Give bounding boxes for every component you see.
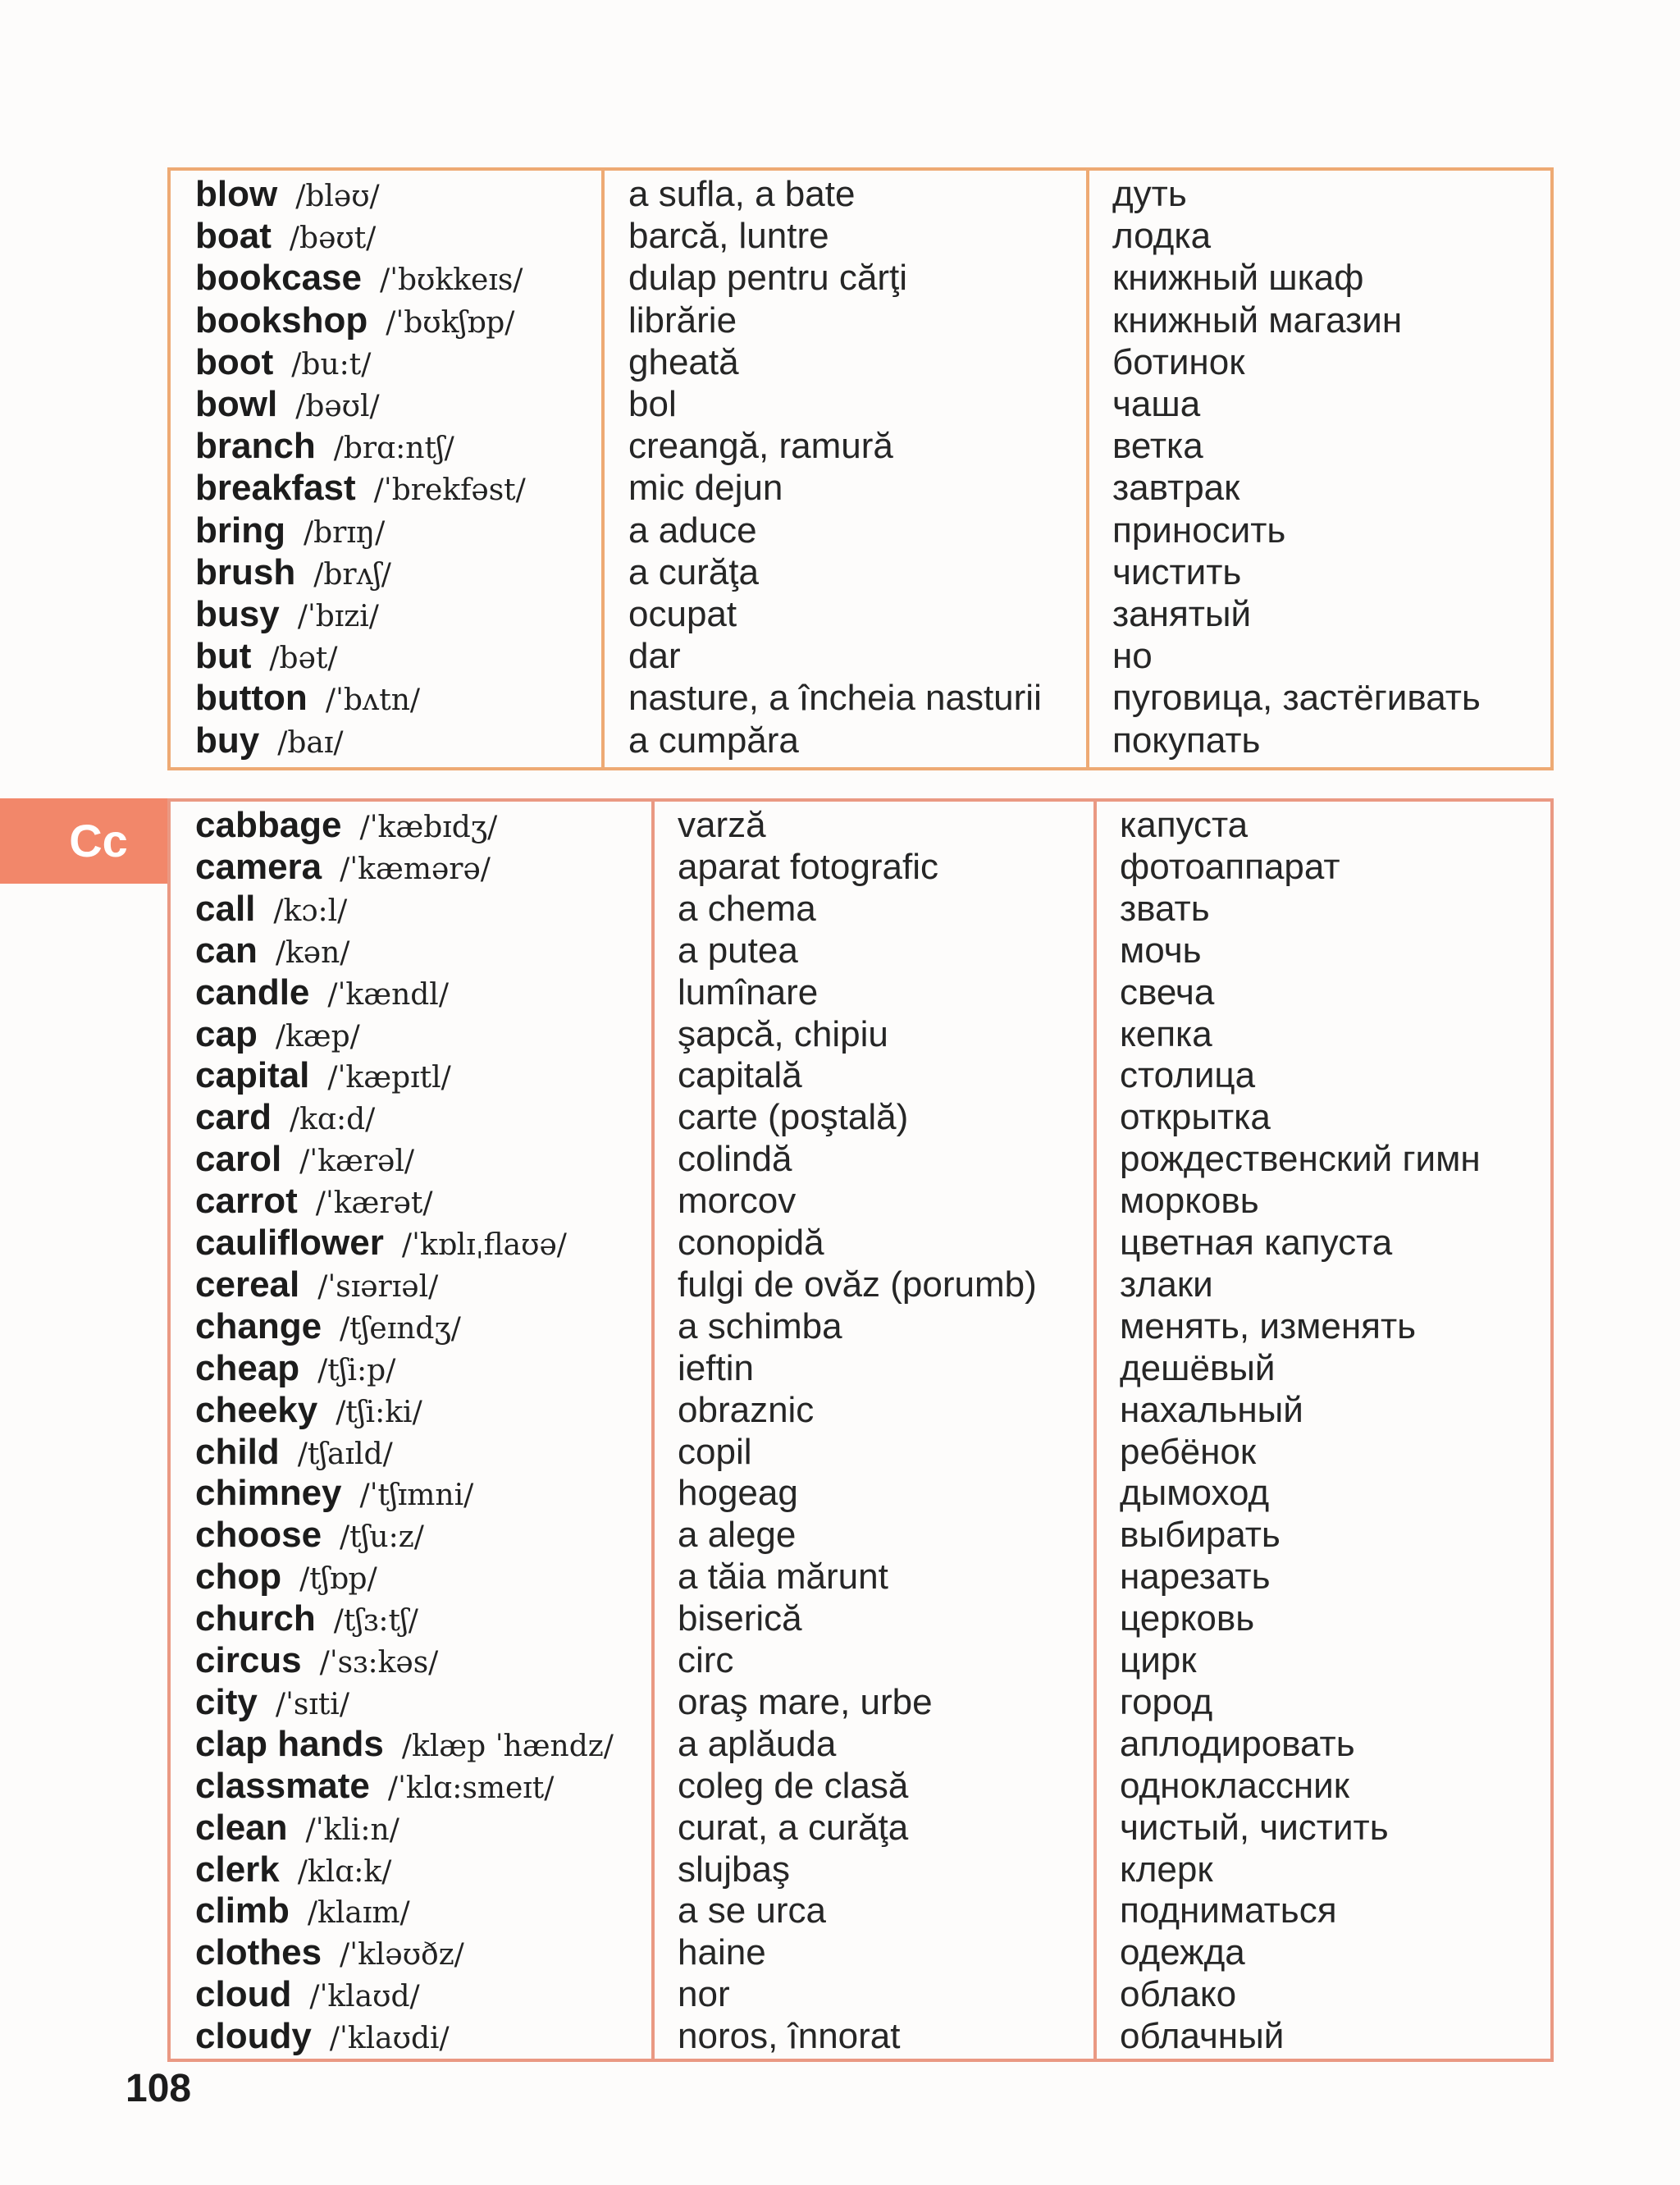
romanian-translation: nor (678, 1974, 730, 2015)
romanian-translation: slujbaş (678, 1849, 790, 1890)
vocab-entry (195, 930, 648, 971)
transcription: /ˈkli:n/ (305, 1812, 399, 1847)
russian-translation: книжный шкаф (1112, 258, 1364, 299)
russian-translation: злаки (1120, 1264, 1213, 1305)
english-word: bookcase (195, 258, 362, 299)
russian-translation: книжный магазин (1112, 299, 1403, 341)
russian-translation: чистить (1112, 551, 1242, 592)
transcription: /brʌʃ/ (313, 557, 391, 592)
vocab-entry (195, 299, 597, 341)
english-word: blow (195, 174, 278, 214)
romanian-translation: a sufla, a bate (628, 174, 856, 214)
russian-translation: нахальный (1120, 1389, 1303, 1430)
transcription: /tʃɒp/ (299, 1562, 377, 1597)
vocab-entry (195, 215, 597, 257)
vocab-entry (195, 1973, 648, 2015)
romanian-translation: librărie (628, 299, 737, 341)
vocab-entry (195, 1723, 648, 1765)
english-word: button (195, 678, 308, 719)
transcription: /tʃu:z/ (340, 1520, 424, 1555)
russian-translation: чаша (1112, 384, 1201, 424)
transcription: /ˈklaʊd/ (309, 1980, 420, 2014)
transcription: /kæp/ (275, 1019, 360, 1054)
romanian-translation: morcov (678, 1181, 797, 1222)
russian-translation: фотоаппарат (1120, 846, 1340, 887)
russian-translation: приносить (1112, 510, 1286, 551)
english-word: boat (195, 216, 272, 257)
english-word: camera (195, 846, 322, 887)
english-word: classmate (195, 1765, 370, 1806)
vocab-entry (195, 1305, 648, 1347)
vocab-entry (195, 1180, 648, 1222)
english-word: circus (195, 1640, 302, 1680)
transcription: /ˈsɪti/ (275, 1687, 349, 1721)
romanian-translation: a cumpăra (628, 720, 799, 761)
vocab-entry (195, 1639, 648, 1681)
romanian-column (628, 171, 1080, 767)
english-word: buy (195, 720, 260, 761)
romanian-translation: şapcă, chipiu (678, 1013, 888, 1054)
russian-translation: дымоход (1120, 1473, 1270, 1514)
romanian-translation: a curăţa (628, 551, 759, 592)
russian-translation: кепка (1120, 1013, 1212, 1054)
vocabulary-table-b (167, 167, 1554, 770)
russian-translation: цирк (1120, 1640, 1197, 1680)
russian-translation: церковь (1120, 1598, 1255, 1639)
english-word: choose (195, 1515, 322, 1556)
transcription: /ˈkləʊðz/ (340, 1938, 464, 1972)
romanian-translation: a schimba (678, 1305, 842, 1346)
transcription: /kɑ:d/ (289, 1103, 376, 1137)
transcription: /tʃaɪld/ (297, 1437, 393, 1471)
transcription: /tʃɜ:tʃ/ (333, 1604, 418, 1639)
russian-translation: свеча (1120, 971, 1215, 1013)
english-word: clean (195, 1807, 288, 1848)
vocabulary-table-c (167, 798, 1554, 2062)
vocab-entry (195, 1849, 648, 1890)
russian-translation: ребёнок (1120, 1431, 1257, 1472)
russian-translation: ветка (1112, 426, 1203, 467)
russian-translation: облако (1120, 1974, 1237, 2015)
romanian-translation: a putea (678, 930, 798, 971)
transcription: /bləʊ/ (295, 180, 380, 213)
romanian-translation: curat, a curăţa (678, 1807, 909, 1848)
vocab-entry (195, 1556, 648, 1598)
vocab-entry (195, 1598, 648, 1639)
romanian-translation: barcă, luntre (628, 216, 829, 257)
english-word: carol (195, 1139, 282, 1180)
english-word: branch (195, 426, 316, 467)
english-word: cheap (195, 1347, 300, 1388)
english-word: boot (195, 341, 274, 382)
column-divider (1086, 171, 1089, 767)
vocab-entry (195, 971, 648, 1013)
english-word: cauliflower (195, 1223, 384, 1263)
russian-translation: звать (1120, 888, 1210, 929)
english-word: church (195, 1598, 316, 1639)
vocab-entry (195, 720, 597, 761)
russian-translation: нарезать (1120, 1556, 1271, 1598)
english-word: cloud (195, 1974, 292, 2015)
transcription: /ˈklaʊdi/ (329, 2022, 450, 2056)
romanian-translation: colindă (678, 1139, 792, 1180)
english-word: bookshop (195, 299, 368, 341)
romanian-translation: a tăia mărunt (678, 1556, 888, 1598)
vocab-entry (195, 1222, 648, 1264)
transcription: /tʃi:p/ (317, 1353, 396, 1387)
vocab-entry (195, 888, 648, 930)
romanian-translation: creangă, ramură (628, 426, 893, 467)
english-word: bring (195, 510, 285, 551)
russian-translation: менять, изменять (1120, 1305, 1417, 1346)
english-word: child (195, 1431, 280, 1472)
english-column (195, 171, 597, 767)
vocab-entry (195, 341, 597, 383)
vocab-entry (195, 635, 597, 677)
romanian-translation: circ (678, 1640, 734, 1680)
russian-translation: одежда (1120, 1932, 1245, 1973)
russian-translation: лодка (1112, 216, 1212, 257)
transcription: /ˈkæbɪdʒ/ (359, 811, 498, 844)
vocab-entry (195, 467, 597, 509)
english-word: climb (195, 1890, 290, 1931)
transcription: /ˈbɪzi/ (297, 600, 379, 633)
english-word: clerk (195, 1849, 280, 1890)
vocab-entry (195, 1096, 648, 1138)
vocab-entry (195, 1054, 648, 1096)
romanian-translation: bol (628, 384, 677, 424)
english-word: cap (195, 1013, 258, 1054)
russian-translation: пуговица, застёгивать (1112, 678, 1481, 719)
english-word: chimney (195, 1473, 342, 1514)
vocab-entry (195, 510, 597, 551)
romanian-translation: coleg de clasă (678, 1765, 909, 1806)
vocab-entry (195, 1765, 648, 1807)
transcription: /kən/ (275, 935, 350, 970)
russian-translation: цветная капуста (1120, 1223, 1393, 1263)
english-column (195, 802, 648, 2059)
romanian-translation: a aplăuda (678, 1723, 837, 1764)
vocab-entry (195, 804, 648, 846)
english-word: busy (195, 594, 280, 634)
vocab-entry (195, 173, 597, 215)
russian-translation: клерк (1120, 1849, 1213, 1890)
romanian-translation: fulgi de ovăz (porumb) (678, 1264, 1037, 1305)
transcription: /bət/ (269, 642, 338, 676)
russian-column (1112, 171, 1547, 767)
russian-translation: завтрак (1112, 468, 1240, 509)
transcription: /ˈtʃɪmni/ (359, 1479, 474, 1513)
english-word: clothes (195, 1932, 322, 1973)
vocab-entry (195, 1389, 648, 1431)
transcription: /ˈkæpɪtl/ (327, 1061, 451, 1095)
transcription: /ˈklɑ:smeɪt/ (387, 1771, 555, 1805)
english-word: cereal (195, 1264, 300, 1305)
transcription: /tʃi:ki/ (336, 1395, 422, 1429)
english-word: cabbage (195, 805, 342, 845)
english-word: card (195, 1097, 272, 1138)
vocab-entry (195, 257, 597, 299)
russian-translation: но (1112, 636, 1153, 677)
russian-translation: покупать (1112, 720, 1261, 761)
romanian-translation: dar (628, 636, 681, 677)
page-number: 108 (126, 2067, 192, 2110)
transcription: /ˈkærəl/ (299, 1145, 415, 1179)
transcription: /bu:t/ (291, 347, 372, 382)
russian-translation: выбирать (1120, 1515, 1281, 1556)
vocab-entry (195, 846, 648, 888)
vocab-entry (195, 1013, 648, 1055)
romanian-translation: dulap pentru cărţi (628, 258, 907, 299)
vocab-entry (195, 677, 597, 719)
russian-translation: капуста (1120, 805, 1249, 845)
russian-translation: облачный (1120, 2016, 1285, 2057)
transcription: /brɑ:ntʃ/ (333, 432, 454, 466)
transcription: /brɪŋ/ (303, 515, 386, 550)
russian-translation: ботинок (1112, 341, 1245, 382)
romanian-translation: obraznic (678, 1389, 815, 1430)
column-divider (601, 171, 605, 767)
transcription: /klæp ˈhændz/ (401, 1729, 614, 1763)
english-word: change (195, 1305, 322, 1346)
vocab-entry (195, 1514, 648, 1556)
russian-translation: одноклассник (1120, 1765, 1349, 1806)
russian-translation: город (1120, 1681, 1213, 1722)
russian-translation: чистый, чистить (1120, 1807, 1389, 1848)
vocab-entry (195, 1138, 648, 1180)
column-divider (1093, 802, 1097, 2059)
romanian-translation: biserică (678, 1598, 802, 1639)
romanian-translation: ocupat (628, 594, 737, 634)
transcription: /ˈbʊkkeɪs/ (379, 263, 523, 298)
transcription: /klɑ:k/ (297, 1854, 392, 1889)
english-word: call (195, 888, 256, 929)
russian-translation: аплодировать (1120, 1723, 1355, 1764)
romanian-translation: a chema (678, 888, 816, 929)
vocab-entry (195, 1472, 648, 1514)
vocab-entry (195, 1807, 648, 1849)
vocab-entry (195, 1890, 648, 1931)
vocab-entry (195, 551, 597, 593)
transcription: /ˈsɪərɪəl/ (317, 1269, 439, 1304)
transcription: /kɔ:l/ (273, 894, 348, 928)
transcription: /tʃeɪndʒ/ (340, 1311, 461, 1346)
romanian-translation: ieftin (678, 1347, 754, 1388)
transcription: /ˈbrekfəst/ (373, 473, 526, 508)
romanian-translation: oraş mare, urbe (678, 1681, 933, 1722)
romanian-translation: varză (678, 805, 766, 845)
english-word: capital (195, 1055, 310, 1096)
english-word: can (195, 930, 258, 971)
russian-translation: открытка (1120, 1097, 1271, 1138)
russian-translation: дешёвый (1120, 1347, 1276, 1388)
vocab-entry (195, 383, 597, 425)
english-word: cloudy (195, 2016, 312, 2057)
english-word: carrot (195, 1181, 298, 1222)
english-word: but (195, 636, 252, 677)
english-word: clap hands (195, 1723, 384, 1764)
russian-translation: занятый (1112, 594, 1252, 634)
transcription: /ˈbʊkʃɒp/ (386, 305, 515, 340)
section-tab-cc: Cc (0, 798, 167, 884)
vocab-entry (195, 593, 597, 635)
russian-translation: мочь (1120, 930, 1202, 971)
vocab-entry (195, 1264, 648, 1305)
english-word: chop (195, 1556, 282, 1598)
romanian-translation: nasture, a încheia nasturii (628, 678, 1042, 719)
transcription: /ˈkɒlɪˌflaʊə/ (401, 1228, 567, 1262)
vocab-entry (195, 2015, 648, 2057)
english-word: brush (195, 551, 296, 592)
english-word: bowl (195, 384, 278, 424)
column-divider (651, 802, 655, 2059)
russian-translation: морковь (1120, 1181, 1259, 1222)
romanian-translation: copil (678, 1431, 752, 1472)
russian-column (1120, 802, 1550, 2059)
russian-translation: столица (1120, 1055, 1256, 1096)
romanian-translation: carte (poştală) (678, 1097, 909, 1138)
transcription: /ˈkæmərə/ (340, 852, 491, 886)
vocab-entry (195, 1431, 648, 1473)
transcription: /ˈbʌtn/ (325, 683, 421, 718)
transcription: /ˈkændl/ (327, 977, 449, 1012)
russian-translation: рождественский гимн (1120, 1139, 1481, 1180)
transcription: /bəʊt/ (289, 222, 377, 256)
russian-translation: подниматься (1120, 1890, 1337, 1931)
romanian-translation: a aduce (628, 510, 757, 551)
romanian-translation: a se urca (678, 1890, 826, 1931)
transcription: /klaɪm/ (307, 1896, 410, 1931)
romanian-translation: a alege (678, 1515, 797, 1556)
transcription: /baɪ/ (277, 725, 344, 760)
romanian-translation: aparat fotografic (678, 846, 938, 887)
vocab-entry (195, 425, 597, 467)
vocab-entry (195, 1681, 648, 1723)
vocab-entry (195, 1347, 648, 1389)
transcription: /ˈsɜ:kəs/ (319, 1646, 439, 1680)
romanian-translation: noros, înnorat (678, 2016, 901, 2057)
romanian-translation: mic dejun (628, 468, 783, 509)
transcription: /ˈkærət/ (315, 1186, 433, 1221)
vocab-entry (195, 1931, 648, 1973)
romanian-translation: hogeag (678, 1473, 798, 1514)
romanian-translation: gheată (628, 341, 739, 382)
romanian-translation: capitală (678, 1055, 802, 1096)
english-word: cheeky (195, 1389, 318, 1430)
russian-translation: дуть (1112, 174, 1187, 214)
romanian-translation: haine (678, 1932, 766, 1973)
transcription: /bəʊl/ (295, 390, 380, 423)
romanian-translation: lumînare (678, 971, 819, 1013)
english-word: city (195, 1681, 258, 1722)
romanian-column (678, 802, 1088, 2059)
english-word: breakfast (195, 468, 356, 509)
english-word: candle (195, 971, 310, 1013)
romanian-translation: conopidă (678, 1223, 824, 1263)
